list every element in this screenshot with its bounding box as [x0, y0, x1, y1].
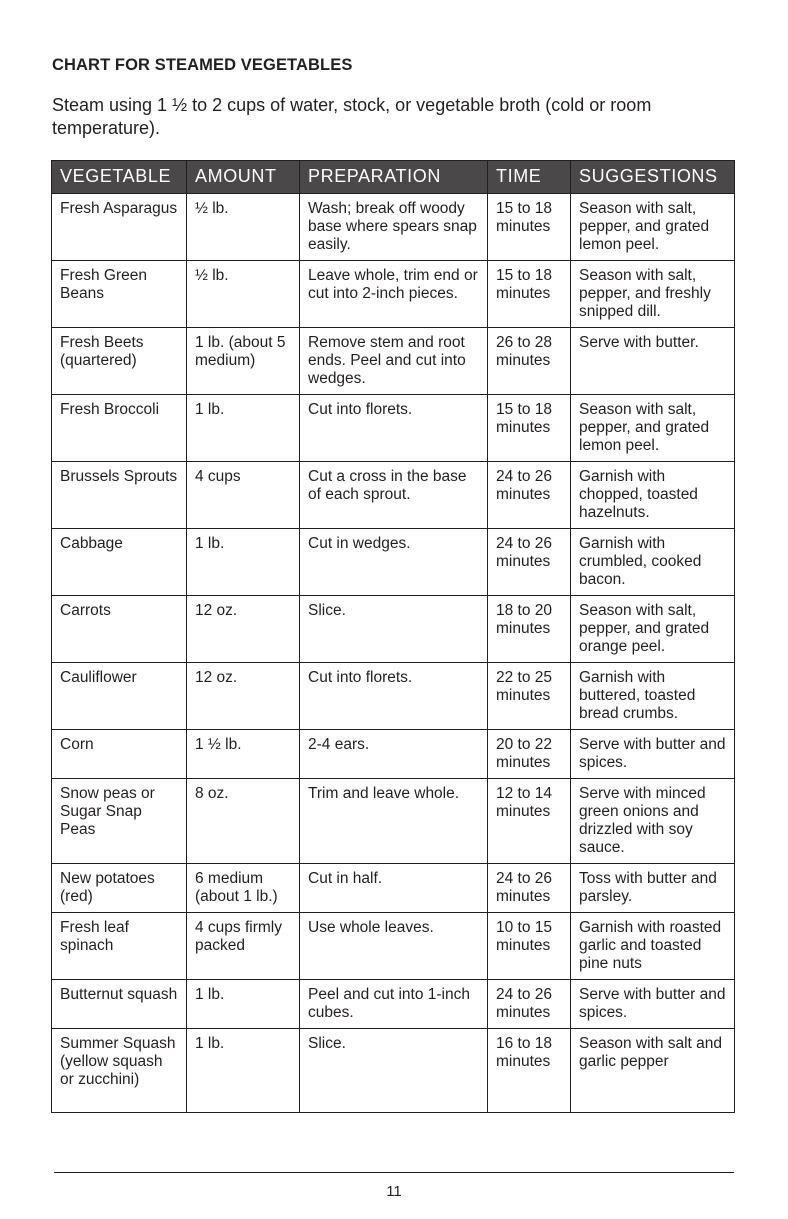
cell-time: 18 to 20 minutes	[488, 596, 571, 663]
table-row	[52, 462, 735, 529]
cell-suggestions: Serve with minced green onions and drizzled with soy sauce.	[571, 779, 735, 864]
cell-time: 12 to 14 minutes	[488, 779, 571, 864]
cell-time: 24 to 26 minutes	[488, 864, 571, 913]
table-header-row	[52, 161, 735, 194]
cell-preparation: Leave whole, trim end or cut into 2-inch pieces.	[300, 261, 488, 328]
header-amount: AMOUNT	[187, 161, 300, 194]
cell-suggestions: Season with salt, pepper, and grated lemon peel.	[571, 395, 735, 462]
cell-vegetable: Summer Squash (yellow squash or zucchini)	[52, 1029, 187, 1113]
table-row	[52, 194, 735, 261]
table-row	[52, 730, 735, 779]
header-preparation: PREPARATION	[300, 161, 488, 194]
cell-preparation: Use whole leaves.	[300, 913, 488, 980]
cell-suggestions: Toss with butter and parsley.	[571, 864, 735, 913]
cell-preparation: Cut in half.	[300, 864, 488, 913]
cell-vegetable: Fresh Beets (quartered)	[52, 328, 187, 395]
cell-preparation: 2-4 ears.	[300, 730, 488, 779]
cell-amount: 4 cups firmly packed	[187, 913, 300, 980]
cell-amount: 1 lb.	[187, 395, 300, 462]
page-number: 11	[386, 1183, 402, 1200]
footer-divider	[54, 1172, 734, 1173]
table-body	[52, 194, 735, 1113]
cell-suggestions: Serve with butter and spices.	[571, 730, 735, 779]
table-row	[52, 395, 735, 462]
table-row	[52, 328, 735, 395]
cell-amount: 1 lb.	[187, 980, 300, 1029]
cell-vegetable: Fresh leaf spinach	[52, 913, 187, 980]
page-title: CHART FOR STEAMED VEGETABLES	[52, 56, 353, 74]
table-row	[52, 261, 735, 328]
cell-suggestions: Garnish with chopped, toasted hazelnuts.	[571, 462, 735, 529]
cell-suggestions: Season with salt, pepper, and grated lemon peel.	[571, 194, 735, 261]
cell-preparation: Cut in wedges.	[300, 529, 488, 596]
cell-preparation: Cut a cross in the base of each sprout.	[300, 462, 488, 529]
cell-amount: 12 oz.	[187, 663, 300, 730]
cell-amount: ½ lb.	[187, 194, 300, 261]
intro-text: Steam using 1 ½ to 2 cups of water, stock, or vegetable broth (cold or room temperature).	[52, 95, 652, 138]
table-row	[52, 663, 735, 730]
cell-vegetable: Butternut squash	[52, 980, 187, 1029]
cell-preparation: Slice.	[300, 596, 488, 663]
cell-amount: 1 lb.	[187, 529, 300, 596]
cell-amount: 1 lb. (about 5 medium)	[187, 328, 300, 395]
cell-suggestions: Garnish with crumbled, cooked bacon.	[571, 529, 735, 596]
cell-preparation: Cut into florets.	[300, 395, 488, 462]
cell-amount: ½ lb.	[187, 261, 300, 328]
cell-time: 24 to 26 minutes	[488, 980, 571, 1029]
cell-amount: 6 medium (about 1 lb.)	[187, 864, 300, 913]
cell-suggestions: Serve with butter and spices.	[571, 980, 735, 1029]
cell-amount: 12 oz.	[187, 596, 300, 663]
table-header	[52, 161, 735, 194]
cell-time: 20 to 22 minutes	[488, 730, 571, 779]
cell-amount: 4 cups	[187, 462, 300, 529]
cell-vegetable: Fresh Broccoli	[52, 395, 187, 462]
cell-time: 15 to 18 minutes	[488, 395, 571, 462]
table-row	[52, 864, 735, 913]
cell-suggestions: Serve with butter.	[571, 328, 735, 395]
cell-preparation: Slice.	[300, 1029, 488, 1113]
cell-time: 24 to 26 minutes	[488, 462, 571, 529]
header-vegetable: VEGETABLE	[52, 161, 187, 194]
cell-suggestions: Garnish with roasted garlic and toasted pine nuts	[571, 913, 735, 980]
table-row	[52, 913, 735, 980]
cell-suggestions: Season with salt, pepper, and grated orange peel.	[571, 596, 735, 663]
cell-time: 26 to 28 minutes	[488, 328, 571, 395]
cell-amount: 8 oz.	[187, 779, 300, 864]
cell-preparation: Remove stem and root ends. Peel and cut into wedges.	[300, 328, 488, 395]
cell-vegetable: Cauliflower	[52, 663, 187, 730]
table-row	[52, 779, 735, 864]
cell-preparation: Peel and cut into 1-inch cubes.	[300, 980, 488, 1029]
cell-vegetable: Carrots	[52, 596, 187, 663]
cell-time: 15 to 18 minutes	[488, 194, 571, 261]
table-row	[52, 596, 735, 663]
cell-vegetable: Brussels Sprouts	[52, 462, 187, 529]
cell-time: 22 to 25 minutes	[488, 663, 571, 730]
header-suggestions: SUGGESTIONS	[571, 161, 735, 194]
cell-time: 10 to 15 minutes	[488, 913, 571, 980]
cell-vegetable: Cabbage	[52, 529, 187, 596]
steamed-vegetables-table	[51, 160, 735, 1113]
cell-suggestions: Season with salt and garlic pepper	[571, 1029, 735, 1113]
header-time: TIME	[488, 161, 571, 194]
cell-amount: 1 lb.	[187, 1029, 300, 1113]
cell-vegetable: Fresh Asparagus	[52, 194, 187, 261]
cell-preparation: Cut into florets.	[300, 663, 488, 730]
cell-vegetable: Fresh Green Beans	[52, 261, 187, 328]
cell-time: 16 to 18 minutes	[488, 1029, 571, 1113]
table-row	[52, 980, 735, 1029]
cell-preparation: Wash; break off woody base where spears snap easily.	[300, 194, 488, 261]
cell-vegetable: Snow peas or Sugar Snap Peas	[52, 779, 187, 864]
table-row	[52, 1029, 735, 1113]
cell-time: 24 to 26 minutes	[488, 529, 571, 596]
cell-time: 15 to 18 minutes	[488, 261, 571, 328]
cell-vegetable: New potatoes (red)	[52, 864, 187, 913]
cell-preparation: Trim and leave whole.	[300, 779, 488, 864]
cell-suggestions: Season with salt, pepper, and freshly snipped dill.	[571, 261, 735, 328]
cell-suggestions: Garnish with buttered, toasted bread crumbs.	[571, 663, 735, 730]
cell-vegetable: Corn	[52, 730, 187, 779]
table-row	[52, 529, 735, 596]
cell-amount: 1 ½ lb.	[187, 730, 300, 779]
